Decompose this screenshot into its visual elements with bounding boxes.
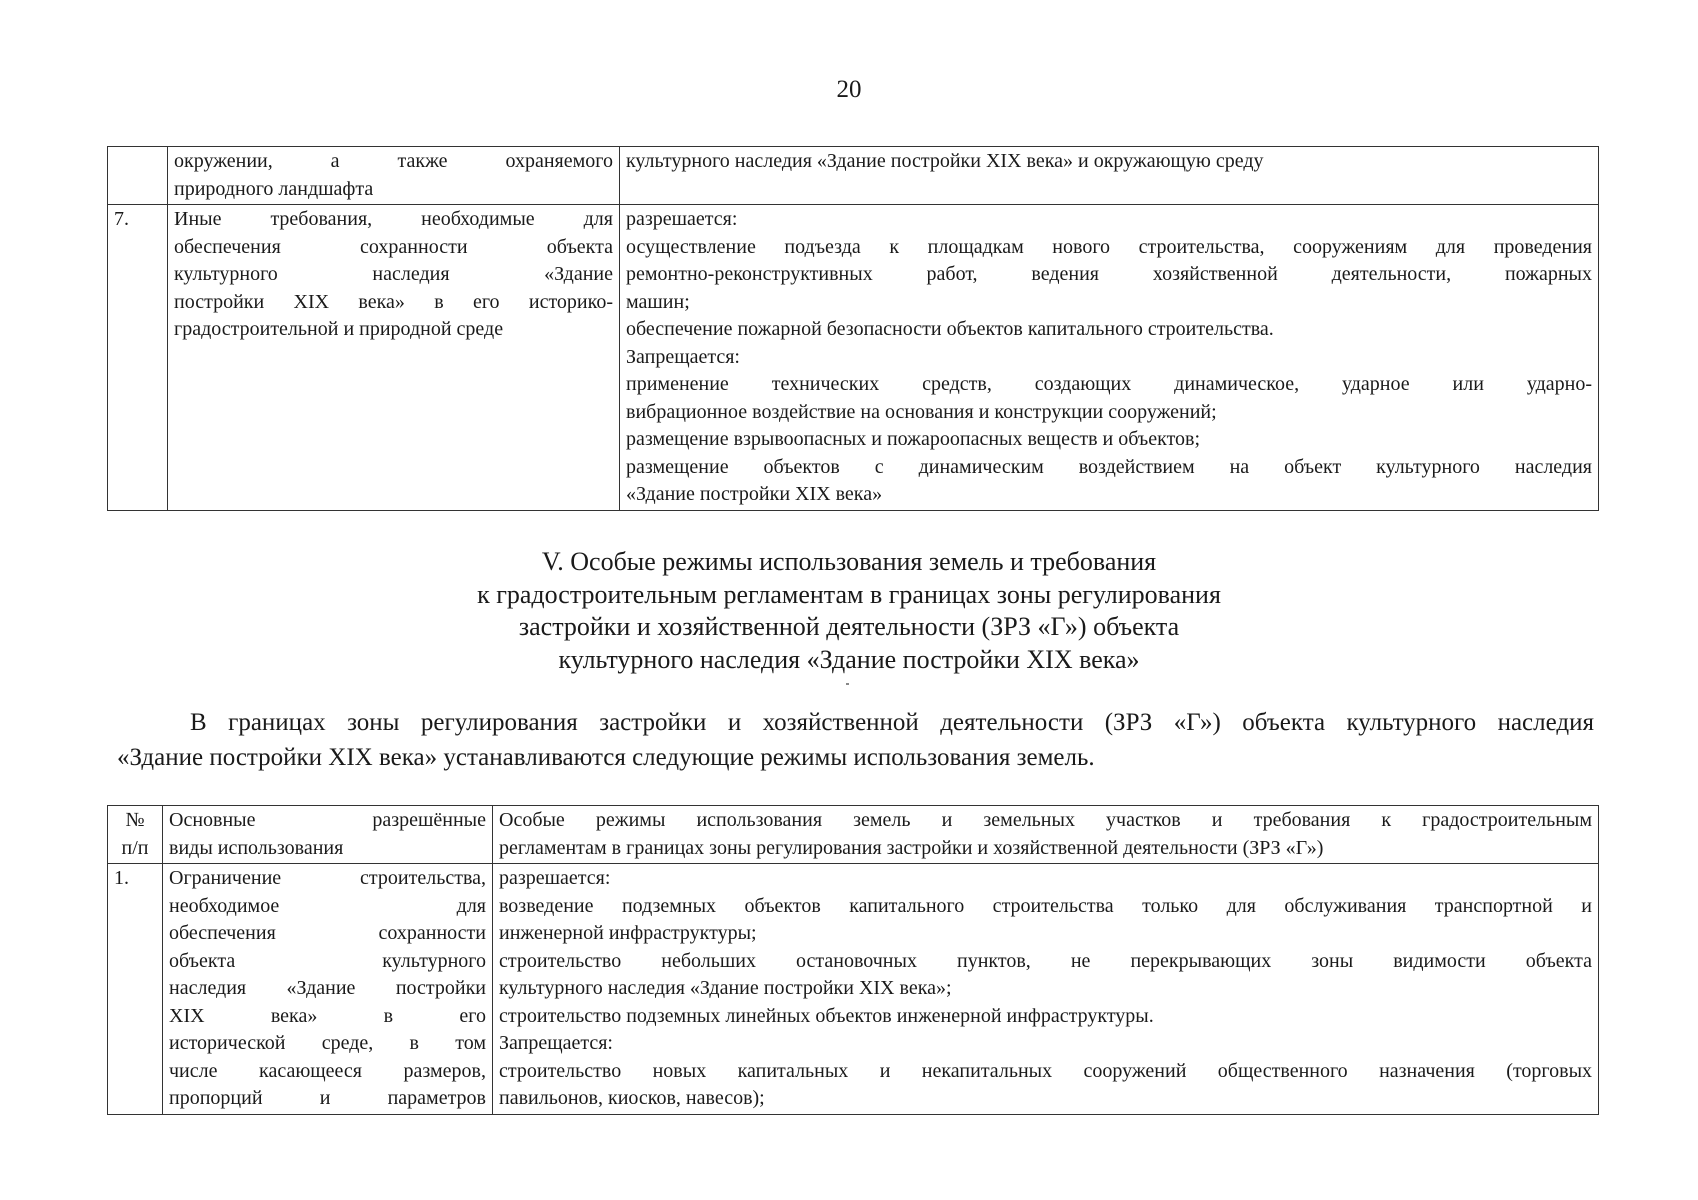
section-heading [0, 546, 1698, 676]
cell-text-line: разрешается: [626, 208, 738, 230]
cell-text-line: п/п [121, 836, 149, 859]
row-number-cell: 7. [108, 205, 168, 511]
regime-content-cell [493, 864, 1599, 1115]
cell-text-line: исторической среде, в том [169, 1032, 486, 1054]
cell-text-line: строительство небольших остановочных пунктов, не перекрывающих зоны видимости объекта [499, 949, 1592, 972]
cell-text-line: № [125, 809, 145, 831]
cell-text-line: окружении, а также охраняемого [174, 150, 613, 172]
header-number-cell [108, 806, 163, 864]
paragraph-line: «Здание постройки XIX века» устанавливаются следующие режимы использования земель. [117, 744, 1095, 771]
cell-text-line: культурного наследия «Здание постройки XIX века»; [499, 977, 952, 999]
scan-speck [846, 683, 849, 685]
cell-text-line: виды использования [169, 836, 344, 859]
heading-line: V. Особые режимы использования земель и требования [541, 547, 1157, 576]
cell-text-line: павильонов, киосков, навесов); [499, 1087, 765, 1109]
cell-text-line: вибрационное воздействие на основания и конструкции сооружений; [626, 400, 1217, 423]
heading-line: застройки и хозяйственной деятельности (ЗРЗ «Г») объекта [518, 612, 1180, 641]
requirement-label-cell [168, 205, 620, 511]
cell-text-line: применение технических средств, создающих динамическое, ударное или ударно- [626, 373, 1592, 395]
cell-text-line: обеспечения сохранности [169, 922, 486, 944]
row-number-cell [108, 147, 168, 205]
cell-text-line: строительство новых капитальных и некапитальных сооружений общественного назначения (торговых [499, 1059, 1592, 1082]
land-use-regimes-table [107, 805, 1599, 1115]
cell-text-line: необходимое для [169, 894, 486, 917]
cell-text-line: строительство подземных линейных объектов инженерной инфраструктуры. [499, 1004, 1154, 1027]
cell-text-line: градостроительной и природной среде [174, 318, 504, 340]
header-content-cell [493, 806, 1599, 864]
cell-text-line: машин; [626, 290, 690, 313]
page-number: 20 [836, 76, 862, 103]
table-row [108, 147, 1599, 205]
row-number-cell: 1. [108, 864, 163, 1115]
cell-text-line: числе касающееся размеров, [169, 1059, 486, 1082]
cell-text-line: «Здание постройки XIX века» [626, 483, 883, 505]
cell-text-line: XIX века» в его [169, 1004, 486, 1027]
intro-paragraph [117, 705, 1594, 775]
cell-text-line: инженерной инфраструктуры; [499, 922, 757, 944]
cell-text-line: Особые режимы использования земель и земельных участков и требования к градостроительным [499, 809, 1592, 831]
cell-text-line: регламентам в границах зоны регулирования застройки и хозяйственной деятельности (ЗРЗ «Г») [499, 836, 1324, 859]
cell-text-line: разрешается: [499, 867, 611, 889]
heading-line: к градостроительным регламентам в границах зоны регулирования [477, 579, 1221, 609]
use-type-cell [163, 864, 493, 1115]
cell-text-line: Иные требования, необходимые для [174, 208, 613, 230]
heading-line: культурного наследия «Здание постройки XIX века» [558, 644, 1140, 674]
cell-text-line: постройки XIX века» в его историко- [174, 290, 613, 313]
table-row [108, 864, 1599, 1115]
cell-text-line: возведение подземных объектов капитального строительства только для обслуживания транспортной и [499, 894, 1592, 917]
table-row [108, 205, 1599, 511]
cell-text-line: Ограничение строительства, [169, 867, 486, 889]
requirement-label-cell [168, 147, 620, 205]
cell-text-line: осуществление подъезда к площадкам нового строительства, сооружениям для проведения [626, 235, 1592, 258]
cell-text-line: пропорций и параметров [169, 1087, 486, 1109]
cell-text-line: культурного наследия «Здание постройки XIX века» и окружающую среду [626, 150, 1264, 172]
requirements-table-continued [107, 146, 1599, 511]
cell-text-line: обеспечения сохранности объекта [174, 235, 613, 258]
cell-text-line: размещение взрывоопасных и пожароопасных веществ и объектов; [626, 428, 1201, 450]
cell-text-line: размещение объектов с динамическим воздействием на объект культурного наследия [626, 455, 1592, 478]
cell-text-line: обеспечение пожарной безопасности объектов капитального строительства. [626, 318, 1274, 340]
cell-text-line: ремонтно-реконструктивных работ, ведения хозяйственной деятельности, пожарных [626, 263, 1592, 285]
cell-text-line: Основные разрешённые [169, 809, 486, 831]
cell-text-line: объекта культурного [169, 949, 486, 972]
cell-text-line: Запрещается: [626, 345, 740, 368]
cell-text-line: Запрещается: [499, 1032, 613, 1054]
requirement-content-cell [620, 205, 1599, 511]
requirement-content-cell [620, 147, 1599, 205]
header-label-cell [163, 806, 493, 864]
cell-text-line: природного ландшафта [174, 177, 374, 200]
cell-text-line: наследия «Здание постройки [169, 977, 486, 999]
paragraph-line: В границах зоны регулирования застройки и хозяйственной деятельности (ЗРЗ «Г») объекта культурного наследия [190, 709, 1594, 736]
table-header-row [108, 806, 1599, 864]
cell-text-line: культурного наследия «Здание [174, 263, 613, 285]
